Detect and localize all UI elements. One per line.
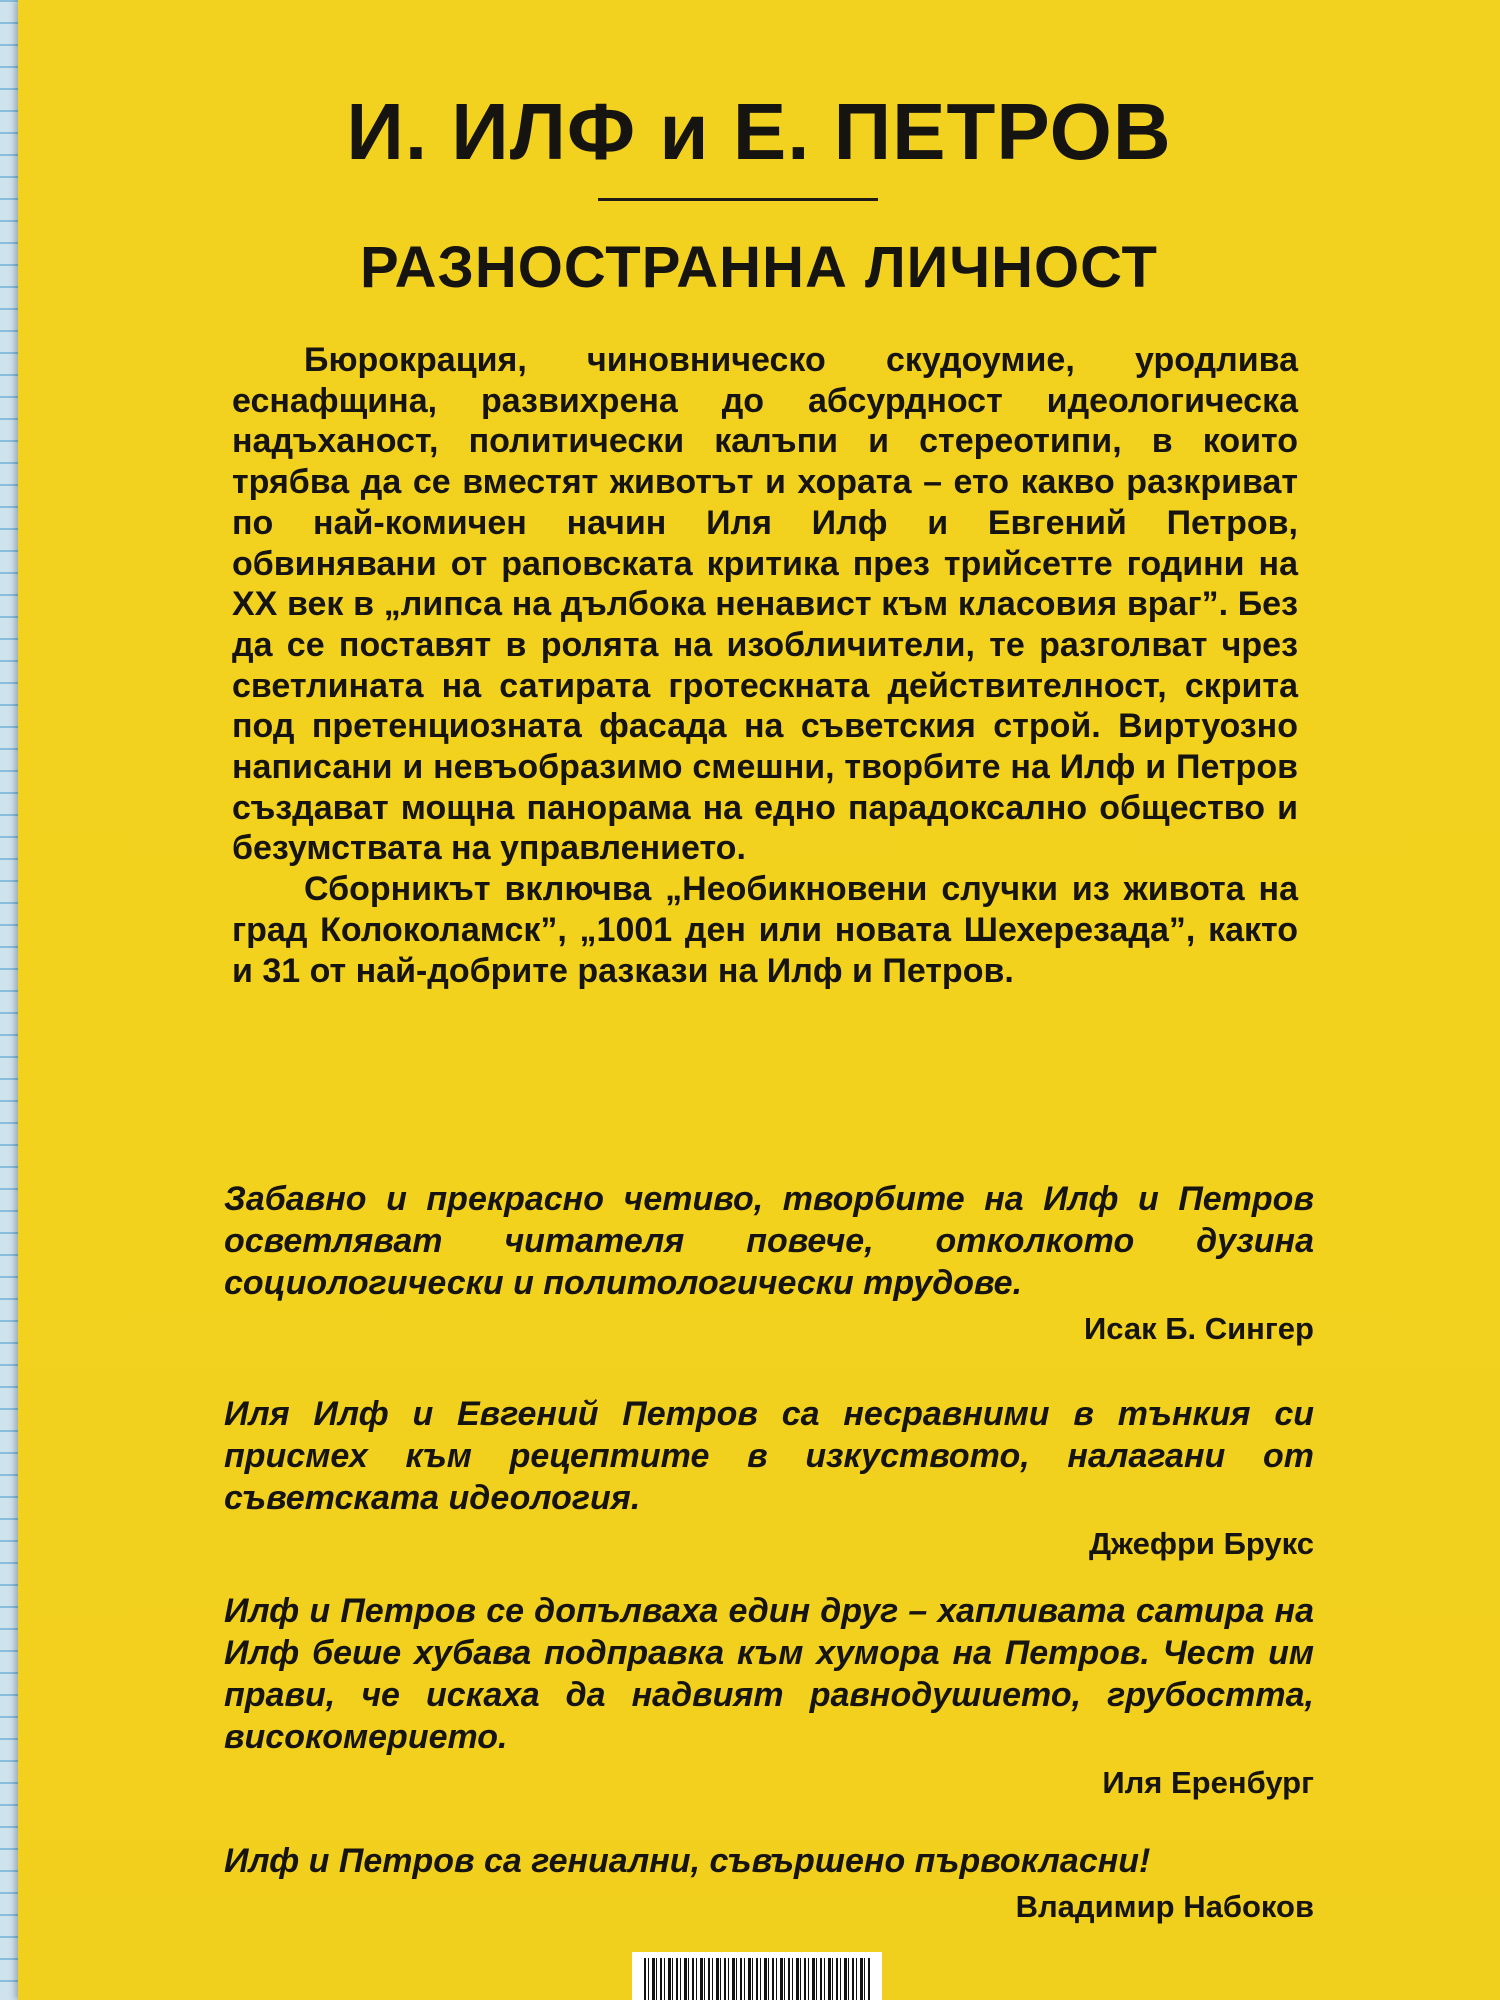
description-text: [232, 340, 1298, 991]
quote-author: Исак Б. Сингер: [1083, 1311, 1314, 1346]
book-back-cover: [18, 0, 1500, 2000]
barcode-bars: [644, 1958, 870, 2000]
review-quote: [224, 1393, 1314, 1565]
quote-author: Джефри Брукс: [1088, 1526, 1314, 1561]
quote-text: Забавно и прекрасно четиво, творбите на Илф и Петров осветляват читателя повече, отколкото дузина социологически и политологически трудове.: [224, 1180, 1314, 1302]
quote-text: Илф и Петров са гениални, съвършено първокласни!: [224, 1842, 1151, 1880]
quote-text: Иля Илф и Евгений Петров са несравними в тънкия си присмех към рецептите в изкуството, налагани от съветската идеология.: [224, 1395, 1314, 1517]
quote-text: Илф и Петров се допълваха един друг – хапливата сатира на Илф беше хубава подправка към хумора на Петров. Чест им прави, че искаха да надвият равнодушието, грубостта, високомерието.: [224, 1592, 1314, 1756]
title-divider: [598, 198, 878, 201]
quote-author: Иля Еренбург: [1102, 1765, 1314, 1800]
barcode: [632, 1952, 882, 2000]
author-heading: И. ИЛФ и Е. ПЕТРОВ: [346, 87, 1172, 176]
description-paragraph-1: Бюрокрация, чиновническо скудоумие, уродлива еснафщина, развихрена до абсурдност идеологическа надъханост, политически калъпи и стереотипи, в които трябва да се вместят животът и хората – ето какво разкриват по най-комичен начин Иля Илф и Евгений Петров, обвинявани от раповската критика през трийсетте години на XX век в „липса на дълбока ненавист към класовия враг”. Без да се поставят в ролята на изобличители, те разголват чрез светлината на сатирата гротескната действителност, скрита под претенциозната фасада на съветския строй. Виртуозно написани и невъобразимо смешни, творбите на Илф и Петров създават мощна панорама на едно парадоксално общество и безумствата на управлението.: [232, 341, 1298, 868]
review-quote: [224, 1590, 1314, 1804]
quote-author: Владимир Набоков: [1015, 1889, 1314, 1924]
book-title: РАЗНОСТРАННА ЛИЧНОСТ: [360, 235, 1158, 300]
review-quote: [224, 1840, 1314, 1928]
description-paragraph-2: Сборникът включва „Необикновени случки из живота на град Колоколамск”, „1001 ден или новата Шехерезада”, както и 31 от най-добрите разкази на Илф и Петров.: [232, 870, 1298, 990]
review-quote: [224, 1178, 1314, 1350]
